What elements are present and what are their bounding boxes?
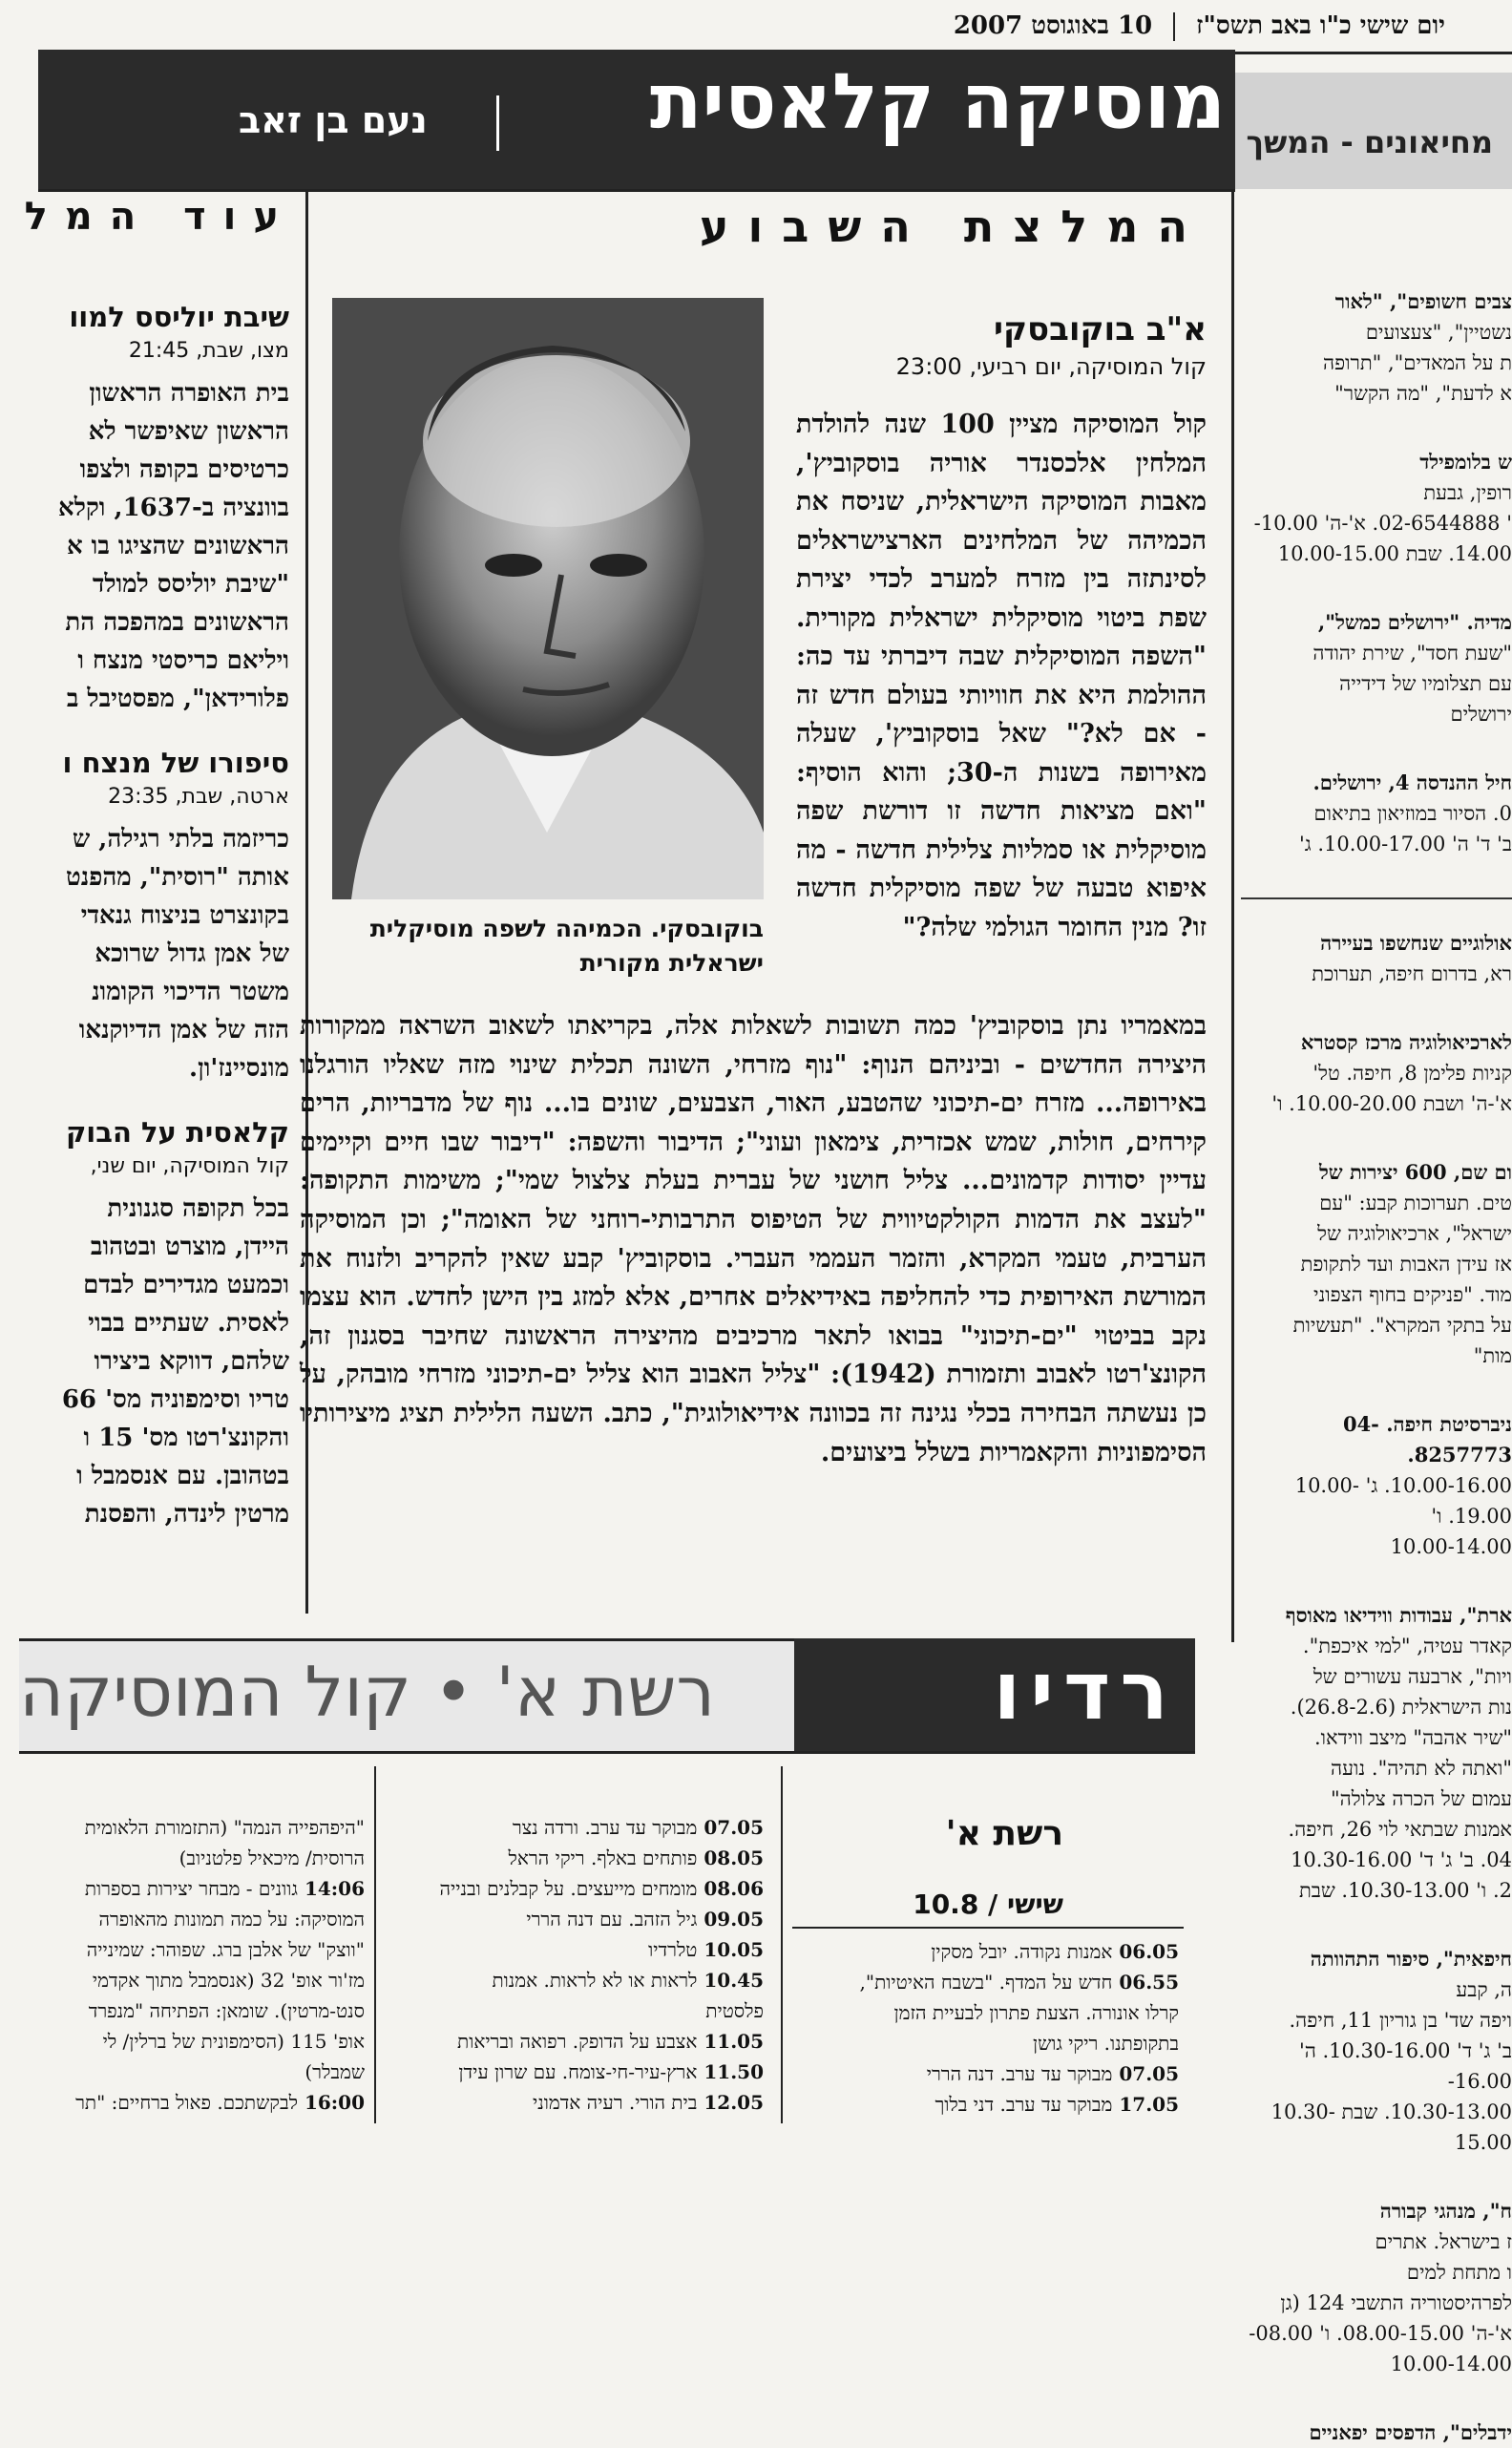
schedule-row <box>382 1843 764 1873</box>
listing-title: ידבלים", הדפסים יפאניים <box>1309 2420 1512 2444</box>
photo-caption: בוקובסקי. הכמיהה לשפה מוסיקלית ישראלית מקורית <box>369 915 764 977</box>
schedule-text: אצבע על הדופק. רפואה ובריאות <box>457 2030 698 2053</box>
left-item-1 <box>27 301 289 718</box>
schedule-row <box>21 1812 365 1843</box>
weekly-recommendation-title: המלצת השבוע <box>699 200 1207 252</box>
listing-title: חיל ההנדסה 4, ירושלים. <box>1312 770 1512 794</box>
schedule-text: מבוקר עד ערב. דני בלוך <box>934 2093 1113 2116</box>
schedule-text: מז'ור אופ' 32 (אנסמבל מתוך אקדמי <box>92 1969 365 1992</box>
listing-title: אולוגיים שנחשפו בעיירה <box>1320 931 1512 955</box>
schedule-row <box>382 2057 764 2087</box>
schedule-time: 07.05 <box>697 1816 764 1839</box>
listing-item <box>1241 928 1512 989</box>
day-rule <box>792 1927 1184 1929</box>
listing-line: ו מתחת למים <box>1406 2261 1512 2284</box>
listing-item <box>1241 607 1512 729</box>
body-line: מונסיינז'ון. <box>189 1054 289 1083</box>
schedule-row <box>382 1812 764 1843</box>
listing-item <box>1241 1027 1512 1119</box>
listing-line: "ואתה לא תהיה". נועה <box>1331 1757 1512 1780</box>
listing-line: לפרהיסטוריה התשבי 124 (גן <box>1280 2291 1512 2314</box>
body-line: כרטיסים בקופה ולצפו <box>79 455 289 484</box>
radio-network-banner-text: רשת א' • קול המוסיקה <box>19 1652 716 1732</box>
listing-line: ב' ד' ה' 10.00-17.00. ג' <box>1298 833 1512 855</box>
listing-line: א'-ה' 08.00-15.00. ו' 08.00- <box>1249 2322 1512 2345</box>
schedule-text: מומחים מייעצים. על קבלנים ובנייה <box>439 1877 698 1900</box>
radio-section-title: רדיו <box>993 1644 1178 1738</box>
left-item-3 <box>27 1116 289 1533</box>
left-item-title: סיפורו של מנצח ו <box>62 747 289 779</box>
listing-line: "שיר אהבה" מיצב ווידאו. <box>1314 1726 1512 1749</box>
schedule-text: בתקופתנו. ריקי גושן <box>1032 2032 1179 2055</box>
listing-line: ז בישראל. אתרים <box>1375 2230 1512 2253</box>
body-line: בוונציה ב-1637, וקלא <box>58 494 289 522</box>
listing-line: "שעת חסד", שירת יהודה <box>1312 642 1512 665</box>
listing-title: צבים חשופים", "לאור <box>1334 289 1512 313</box>
listing-line: אמנות שבתאי לוי 26, חיפה. <box>1288 1818 1512 1841</box>
body-line: אותה "רוסית", מהפנט <box>66 863 289 892</box>
schedule-row <box>382 1904 764 1934</box>
body-line: הזה של אמן הדיוקנאו <box>78 1016 289 1045</box>
listing-line: קאדר עטיה, "למי איכפת". <box>1302 1635 1512 1657</box>
body-line: בטהובן. עם אנסמבל ו <box>76 1462 289 1490</box>
schedule-time: 11.50 <box>697 2060 764 2083</box>
body-line: משטר הדיכוי הקומונ <box>92 978 289 1006</box>
listing-line: ויפה שד' בן גוריון 11, חיפה. <box>1289 2009 1512 2032</box>
listing-line: א לדעת", "מה הקשר" <box>1334 382 1512 405</box>
body-line: שלהם, דווקא ביצירו <box>94 1347 289 1376</box>
schedule-text: לראות או לא לראות. אמנות <box>492 1969 698 1992</box>
body-line: ויליאם כריסטי מנצח ו <box>77 646 289 675</box>
listing-title: ארת", עבודות ווידיאו מאוסף <box>1285 1603 1512 1627</box>
listing-item <box>1241 1409 1512 1562</box>
schedule-text: "ווצק" של אלבן ברג. שפוהר: שמינייה <box>86 1938 365 1961</box>
article-body-column: קול המוסיקה מציין 100 שנה להולדת המלחין אלכסנדר אוריה בוסקוביץ', מאבות המוסיקה הישראלית, שניסח את הכמיהה של המלחינים הארצישראלים לסינתזה בין מזרח למערב לכדי יצירת שפת ביטוי מוסיקלית ישראלית מקורית. "השפה המוסיקלית שבה דיברתי עד כה: ההולמת היא את חוויותי בעולם חדש זה - אם לא?" שאל בוסקוביץ', שעלה מאירופה בשנות ה-30; והוא הוסיף: "ואם מציאות חדשה זו דורשת שפה מוסיקלית או סמליות צלילית חדשה - מה איפוא טבעה של שפה מוסיקלית חדשה זו? מנין החומר הגולמי שלה?" <box>796 410 1207 942</box>
body-line: בכל תקופה סגנונית <box>107 1194 289 1223</box>
article-station: קול המוסיקה, יום רביעי, 23:00 <box>895 353 1207 380</box>
schedule-time: 14:06 <box>297 1877 365 1900</box>
schedule-text: מבוקר עד ערב. דנה הררי <box>926 2062 1113 2085</box>
listing-title: חיפאית", סיפור התהוותה <box>1310 1947 1512 1971</box>
listing-line: רופין, גבעת <box>1423 481 1512 504</box>
schedule-time: 09.05 <box>697 1908 764 1931</box>
hebrew-date: יום שישי כ"ו באב תשס"ז <box>1196 11 1445 40</box>
left-item-meta: קול המוסיקה, יום שני, <box>90 1154 289 1178</box>
listing-item <box>1241 1944 1512 2158</box>
schedule-row <box>792 1967 1179 1997</box>
schedule-divider-1 <box>374 1766 376 2123</box>
listing-line: ב' ג' ד' 10.30-16.00. ה' 16.00- <box>1298 2039 1512 2093</box>
listing-item <box>1241 286 1512 409</box>
schedule-text: קרלו אונורה. הצעת פתרון לבעיית הזמן <box>893 2001 1179 2024</box>
section-header-title: מוסיקה קלאסית <box>649 57 1226 146</box>
body-line: הראשון שאיפשר לא <box>88 417 289 446</box>
left-item-meta: מצו, שבת, 21:45 <box>128 339 289 363</box>
body-line: בקונצרט בניצוח גנאדי <box>80 901 289 930</box>
schedule-text: מבוקר עד ערב. ורדה נצר <box>512 1816 698 1839</box>
composer-photo <box>332 298 764 899</box>
schedule-text: סנט-מרטין). שומאן: הפתיחה "מנפרד <box>88 1999 365 2022</box>
schedule-time: 07.05 <box>1112 2062 1179 2085</box>
schedule-text: שמבלר) <box>304 2060 365 2083</box>
listing-line: נות הישראלית (26.8-2.6). <box>1290 1696 1512 1719</box>
left-item-body <box>27 374 289 718</box>
schedule-row <box>792 2089 1179 2120</box>
schedule-text: הרוסית/ מיכאיל פלטניוב) <box>178 1847 365 1869</box>
schedule-row <box>792 1936 1179 1967</box>
listing-title: ום שם, 600 יצירות של <box>1318 1160 1512 1184</box>
listing-line: עם תצלומיו של דידייה <box>1339 672 1512 695</box>
schedule-text: גיל הזהב. עם דנה הררי <box>526 1908 698 1931</box>
listing-line: ' 02-6544888. א'-ה' 10.00- <box>1253 512 1512 535</box>
listing-title: ח", מנהגי קבורה <box>1379 2199 1512 2223</box>
left-item-title: שיבת יוליסס למוו <box>69 301 289 333</box>
schedule-row <box>21 1965 365 1995</box>
section-header-author: נעם בן זאב <box>239 99 428 141</box>
header-bottom-rule <box>38 189 1235 192</box>
listing-line: 14.00. שבת 10.00-15.00 <box>1277 542 1512 565</box>
schedule-row <box>382 1995 764 2026</box>
listing-line: ירושלים <box>1450 703 1512 726</box>
schedule-row <box>382 1873 764 1904</box>
listing-line: 04. ב' ג' ד' 10.30-16.00 <box>1291 1848 1512 1871</box>
schedule-column-1 <box>792 1936 1179 2120</box>
schedule-day: שישי / 10.8 <box>913 1889 1063 1920</box>
article-body-full: במאמריו נתן בוסקוביץ' כמה תשובות לשאלות אלה, בקריאתו לשאוב השראה ממקורות היצירה החדשים - וביניהם הנוף: "נוף מזרחי, השונה תכלית שינוי מזה שאליו הורגלנו באירופה... מזרח ים-תיכוני שהטבע, האור, הצבעים, שונים בו... נוף של מדבריות, הרים קירחים, חולות, שמש אכזרית, צימאון ועוני"; הדיבור והשפה: "דיבור שבו חיים וקיימים עדיין יסודות קדמונים... צליל חושני של עברית בעלת צלצול שמי"; משימות התקופה: "לעצב את הדמות הקולקטיווית של הטיפוס התרבותי-רוחני של האומה"; וכן המוסיקה הערבית, טעמי המקרא, והזמר העממי העברי. בוסקוביץ' קבע שאין להקריב ולזנוח את המורשת האירופית כדי להחליפה באידיאלים אחרים, אלא למזג בין הישן לחדש. הוא עצמו נקב בביטוי "ים-תיכוני" בבואו לתאר מרכיבים מהיצירה הראשונה שחיבר בסגנון זה, הקונצ'רטו לאבוב ותזמורת (1942): "צליל האבוב הוא צליל ים-תיכוני מזרחי מובהק, על כן נעשתה הבחירה בכלי נגינה זה בכוונה אידיאולוגית", כתב. השעה הלילית תציג מיצירותיו הסימפוניות והקאמריות בשלל ביצועים. <box>300 1011 1208 1467</box>
left-item-meta: ארטה, שבת, 23:35 <box>108 785 289 809</box>
listing-line: על בתקי המקרא". "תעשיות <box>1292 1314 1512 1337</box>
listing-item <box>1241 768 1512 859</box>
body-line: היידן, מוצרט ובטהוב <box>90 1233 289 1261</box>
right-column-rule <box>1231 191 1234 1642</box>
portrait-image <box>332 298 764 899</box>
listing-title: מדיה. "ירושלים כמשל", <box>1317 610 1512 634</box>
listing-item <box>1241 1157 1512 1371</box>
schedule-time: 08.05 <box>697 1847 764 1869</box>
schedule-text: ארץ-עיר-חי-צומח. עם שרון עידן <box>458 2060 698 2083</box>
schedule-time: 16:00 <box>297 2091 365 2114</box>
right-column-listings <box>1241 286 1512 2444</box>
listing-line: 2. ו' 10.30-13.00. שבת <box>1298 1879 1512 1902</box>
network-title: רשת א' <box>945 1814 1063 1853</box>
schedule-row <box>382 2087 764 2118</box>
schedule-time: 08.06 <box>697 1877 764 1900</box>
schedule-text: לבקשתכם. פאול ברחיים: "תר <box>75 2091 298 2114</box>
left-item-2 <box>27 747 289 1087</box>
schedule-time: 17.05 <box>1112 2093 1179 2116</box>
schedule-time: 06.55 <box>1112 1971 1179 1994</box>
listing-line: אז עידן האבות ועד לתקופת <box>1300 1253 1512 1276</box>
listing-line: מות" <box>1473 1344 1512 1367</box>
body-line: טריו וסימפוניה מס' 66 <box>61 1385 289 1414</box>
listing-line: 0. הסיור במוזיאון בתיאום <box>1313 802 1512 825</box>
schedule-row <box>21 1873 365 1904</box>
left-item-body <box>27 1190 289 1533</box>
schedule-row <box>792 1997 1179 2028</box>
schedule-text: טלרדיו <box>648 1938 698 1961</box>
listing-title: ניברסיטת חיפה. 04-8257773. <box>1342 1412 1512 1467</box>
schedule-text: אמנות נקודה. יובל מסקין <box>931 1940 1113 1963</box>
listing-line: מוד. "פניקים בחוף הצפוני <box>1312 1283 1512 1306</box>
listing-line: 10.30-13.00. שבת 10.30-15.00 <box>1270 2100 1512 2154</box>
article-heading: א"ב בוקובסקי <box>993 310 1207 348</box>
schedule-column-2 <box>382 1812 764 2118</box>
listing-line: עמום של הכרה צלולה" <box>1330 1787 1512 1810</box>
listing-line: ישראל", ארכיאולוגיה של <box>1317 1222 1512 1245</box>
schedule-text: גוונים - מבחר יצירות בספרות <box>84 1877 298 1900</box>
body-line: לאסית. שעתיים בבוי <box>88 1309 289 1338</box>
schedule-text: אופ' 115 (הסימפונית של ברלין/ לי <box>102 2030 365 2053</box>
schedule-row <box>382 2026 764 2057</box>
listing-item <box>1241 2417 1512 2448</box>
schedule-time: 11.05 <box>697 2030 764 2053</box>
left-column <box>27 301 289 1580</box>
listing-line: 10.00-14.00 <box>1390 1535 1512 1558</box>
listing-item <box>1241 1600 1512 1906</box>
body-line: "שיבת יוליסס למולד <box>92 570 289 599</box>
gregorian-date: 10 באוגוסט 2007 <box>953 11 1153 40</box>
schedule-row <box>21 2026 365 2057</box>
schedule-row <box>21 1904 365 1934</box>
body-line: פלורידאן", מפסטיבל ב <box>66 685 289 713</box>
schedule-text: פותחים באלף. ריקי הראל <box>508 1847 698 1869</box>
left-item-body <box>27 820 289 1087</box>
schedule-row <box>21 2057 365 2087</box>
listing-line: 10.00-16.00. ג' 10.00-19.00. ו' <box>1294 1474 1512 1528</box>
schedule-row <box>21 1995 365 2026</box>
listing-divider <box>1241 897 1512 899</box>
listing-line: קניות פלימן 8, חיפה. טל' <box>1312 1062 1512 1085</box>
listing-line: ה, קבע <box>1456 1978 1512 2001</box>
header-divider <box>496 95 499 151</box>
schedule-row <box>21 1934 365 1965</box>
schedule-row <box>21 1843 365 1873</box>
body-line: של אמן גדול שרוכא <box>94 939 289 968</box>
schedule-time: 10.45 <box>697 1969 764 1992</box>
more-recommendations-title: עוד המל <box>24 195 296 239</box>
listing-line: נשטיין", "צעצועים <box>1365 321 1512 344</box>
body-line: והקונצ'רטו מס' 15 ו <box>83 1424 289 1452</box>
listing-line: רא, בדרום חיפה, תערוכת <box>1312 962 1512 985</box>
schedule-column-3 <box>21 1812 365 2118</box>
radio-band-bottom-rule <box>19 1751 1195 1754</box>
body-line: כריזמה בלתי רגילה, ש <box>72 825 289 854</box>
body-line: וכמעט מגדירים לבדם <box>83 1271 289 1299</box>
schedule-time: 06.05 <box>1112 1940 1179 1963</box>
listing-line: ת על המאדים", "תרופה <box>1323 351 1512 374</box>
listing-item <box>1241 447 1512 569</box>
listing-title: לארכיאולוגיה מרכז קסטרא <box>1300 1030 1512 1054</box>
dateline-divider <box>1173 12 1175 41</box>
listing-line: ויות", ארבעה עשורים של <box>1312 1665 1512 1688</box>
schedule-divider-2 <box>781 1766 783 2123</box>
schedule-row <box>382 1965 764 1995</box>
body-line: הראשונים שהציגו בו א <box>66 532 289 560</box>
schedule-row <box>382 1934 764 1965</box>
body-line: הראשונים במהפכה הת <box>65 608 289 637</box>
left-item-title: קלאסית על הבוק <box>65 1116 289 1149</box>
listing-line: טים. תערוכות קבע: "עם <box>1319 1192 1512 1214</box>
schedule-text: פלסטית <box>705 1999 764 2022</box>
schedule-time: 10.05 <box>697 1938 764 1961</box>
schedule-row <box>21 2087 365 2118</box>
body-line: בית האופרה הראשון <box>89 379 289 408</box>
continued-tab-label: מחיאונים - המשך <box>1246 124 1493 160</box>
schedule-text: "היפהפייה הנמה" (התזמורת הלאומית <box>84 1816 365 1839</box>
schedule-time: 12.05 <box>697 2091 764 2114</box>
listing-item <box>1241 2196 1512 2379</box>
listing-title: ש בלומפילד <box>1419 450 1512 474</box>
dateline <box>586 11 1445 52</box>
schedule-text: המוסיקה: על כמה תמונות מהאופרה <box>98 1908 365 1931</box>
body-line: מרטין לינדה, והפסנת <box>84 1500 289 1529</box>
schedule-row <box>792 2058 1179 2089</box>
schedule-row <box>792 2028 1179 2058</box>
listing-line: 10.00-14.00 <box>1390 2353 1512 2375</box>
listing-line: א'-ה' ושבת 10.00-20.00. ו' <box>1271 1092 1512 1115</box>
schedule-text: חדש על המדף. "בשבח האיטיות", <box>859 1971 1113 1994</box>
schedule-text: בית הורי. רעיה אדמוני <box>532 2091 698 2114</box>
